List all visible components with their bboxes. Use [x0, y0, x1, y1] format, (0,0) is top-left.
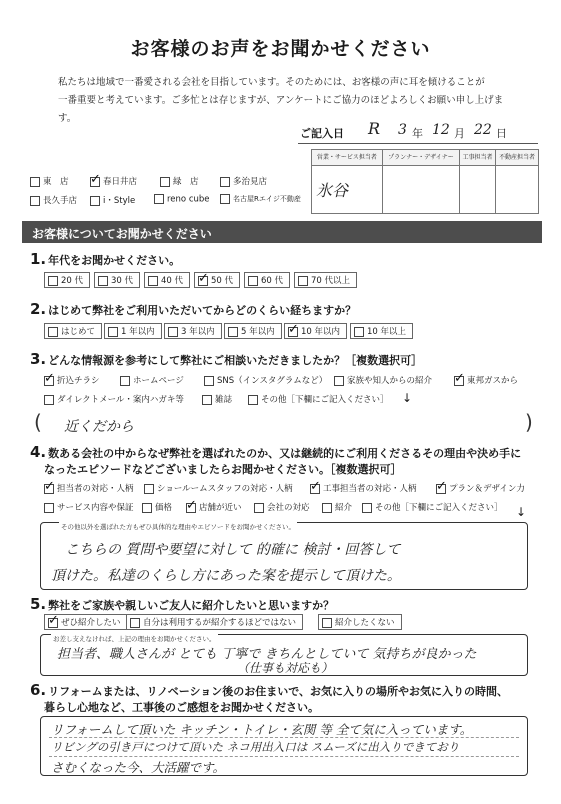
q2-option[interactable]: ✓ 10 年以内 [284, 323, 347, 339]
intro-line-1: 私たちは地域で一番愛される会社を目指しています。そのためには、お客様の声に耳を傾けることが [58, 77, 485, 88]
q4-option[interactable]: ✓ プラン＆デザイン力 [436, 482, 525, 494]
checkbox[interactable] [454, 376, 464, 386]
q4-answer-line-2: 頂けた。私達のくらし方にあった案を提示して頂けた。 [51, 568, 401, 584]
checkbox[interactable] [204, 376, 214, 386]
checkbox[interactable] [148, 276, 158, 286]
q3-options-row-2 [44, 393, 424, 407]
checkbox[interactable] [90, 196, 100, 206]
date-day: 22 [474, 122, 492, 138]
checkbox[interactable] [44, 484, 54, 494]
intro-text [58, 74, 518, 128]
checkbox[interactable] [220, 194, 230, 204]
staff-sales-name[interactable]: 氷谷 [312, 166, 383, 214]
checkbox[interactable] [334, 376, 344, 386]
q5-answer-box[interactable] [40, 634, 528, 676]
checkbox[interactable] [322, 503, 332, 513]
checkbox[interactable] [30, 196, 40, 206]
q3-option[interactable]: その他［下欄にご記入ください］ [248, 393, 389, 405]
checkbox[interactable] [108, 327, 118, 337]
staff-header-construction: 工事担当者 [460, 150, 496, 166]
date-month: 12 [432, 122, 450, 138]
q5-option[interactable]: 自分は利用するが紹介するほどではない [126, 614, 303, 630]
q2-options [44, 323, 424, 337]
q3-answer[interactable]: 近くだから [64, 419, 134, 435]
checkbox[interactable] [298, 276, 308, 286]
q4-option[interactable]: ✓ 店舗が近い [186, 501, 242, 513]
checkbox[interactable] [198, 276, 208, 286]
checkbox[interactable] [90, 177, 100, 187]
q3-option[interactable]: 雑誌 [202, 393, 232, 405]
q6-answer-line-3: さむくなった今、大活躍です。 [51, 760, 226, 775]
checkbox[interactable] [354, 327, 364, 337]
q2-option[interactable]: 1 年以内 [104, 323, 162, 339]
store-row-2 [30, 194, 310, 206]
staff-planner-cell[interactable] [382, 166, 459, 214]
q1-option[interactable]: 20 代 [44, 272, 90, 288]
q5-answer-line-2: （仕事も対応も） [237, 661, 334, 675]
checkbox[interactable] [228, 327, 238, 337]
q4-answer-line-1: こちらの 質問や要望に対して 的確に 検討・回答して [65, 542, 401, 558]
q2-title: 2. はじめて弊社をご利用いただいてからどのくらい経ちますか？ [30, 300, 357, 318]
store-option[interactable]: reno cube [154, 194, 210, 205]
checkbox[interactable] [186, 503, 196, 513]
date-field[interactable] [298, 119, 538, 144]
q2-option[interactable]: はじめて [44, 323, 102, 339]
arrow-down-icon: ↓ [516, 505, 527, 519]
page-title: お客様のお声をお聞かせください [130, 38, 431, 60]
q4-options-row-2 [44, 501, 534, 519]
checkbox[interactable] [44, 376, 54, 386]
dotted-line [49, 756, 519, 757]
q3-option[interactable]: ✓ 東邦ガスから [454, 374, 518, 386]
q2-option[interactable]: 10 年以上 [350, 323, 413, 339]
q2-option[interactable]: 3 年以内 [164, 323, 222, 339]
q5-option[interactable]: ✓ぜひ紹介したい [44, 614, 128, 630]
checkbox[interactable] [436, 484, 446, 494]
q6-title: 6. リフォームまたは、リノベーション後のお住まいで、お気に入りの場所やお気に入りの時間、 暮らし心地など、工事後のご感想をお聞かせください。 [30, 681, 509, 714]
section-header: お客様についてお聞かせください [22, 221, 542, 243]
checkbox[interactable] [168, 327, 178, 337]
store-option[interactable]: 東 店 [30, 175, 69, 187]
q5-answer-line-1: 担当者、職人さんが とても 丁寧で きちんとしていて 気持ちが良かった [57, 647, 477, 662]
store-option[interactable]: 緑 店 [160, 175, 199, 187]
checkbox[interactable] [44, 503, 54, 513]
checkbox[interactable] [310, 484, 320, 494]
q1-option[interactable]: 30 代 [94, 272, 140, 288]
q4-option[interactable]: ショールームスタッフの対応・人柄 [144, 482, 293, 494]
date-year: 3 [398, 122, 407, 138]
store-option[interactable]: 名古屋Rエイジ不動産 [220, 194, 301, 204]
q1-option[interactable]: ✓ 50 代 [194, 272, 240, 288]
checkbox[interactable] [144, 484, 154, 494]
bracket-right-icon: ) [525, 410, 533, 434]
staff-realestate-cell[interactable] [496, 166, 539, 214]
bracket-left-icon: ( [34, 410, 42, 434]
checkbox[interactable] [322, 618, 332, 628]
q5-note: お差し支えなければ、上記の理由をお聞かせください。 [53, 635, 216, 643]
q3-title: 3. どんな情報源を参考にして弊社にご相談いただきましたか？［複数選択可］ [30, 350, 423, 368]
staff-header-planner: プランナー・デザイナー [382, 150, 459, 166]
q3-options-row-1 [44, 374, 524, 388]
store-option[interactable]: i・Style [90, 194, 135, 206]
intro-line-2: 一番重要と考えています。ご多忙とは存じますが、アンケートにご協力のほどよろしくお願い申し上げます。 [58, 95, 504, 124]
q4-option[interactable]: 紹介 [322, 501, 352, 513]
checkbox[interactable] [130, 618, 140, 628]
checkbox[interactable] [220, 177, 230, 187]
q1-title: 1. 年代をお聞かせください。 [30, 250, 181, 268]
date-era: R [368, 119, 381, 138]
arrow-down-icon: ↓ [402, 391, 413, 405]
checkbox[interactable] [248, 395, 258, 405]
checkbox[interactable] [44, 395, 54, 405]
q4-option[interactable]: サービス内容や保証 [44, 501, 134, 513]
q1-options [44, 272, 364, 286]
q1-option[interactable]: 70 代以上 [294, 272, 357, 288]
q5-options [44, 614, 444, 628]
checkbox[interactable] [120, 376, 130, 386]
checkbox[interactable] [48, 327, 58, 337]
q4-option[interactable]: 価格 [142, 501, 172, 513]
staff-header-sales: 営業・サービス担当者 [312, 150, 383, 166]
q4-title: 4. 数ある会社の中からなぜ弊社を選ばれたのか、又は継続的にご利用くださるその理由や決め手に なったエピソードなどございましたらお聞かせください。［複数選択可］ [30, 443, 522, 476]
q5-title: 5. 弊社をご家族や親しいご友人に紹介したいと思いますか？ [30, 595, 335, 613]
checkbox[interactable] [248, 276, 258, 286]
q3-option[interactable]: ダイレクトメール・案内ハガキ等 [44, 393, 184, 405]
staff-table [311, 149, 539, 214]
date-day-unit: 日 [496, 127, 507, 140]
checkbox[interactable] [154, 194, 164, 204]
checkbox[interactable] [202, 395, 212, 405]
q3-option[interactable]: ✓折込チラシ [44, 374, 100, 386]
q1-option[interactable]: 40 代 [144, 272, 190, 288]
checkbox[interactable] [288, 327, 298, 337]
staff-header-realestate: 不動産担当者 [496, 150, 539, 166]
date-label: ご記入日 [300, 127, 344, 140]
q4-answer-box[interactable] [40, 522, 528, 590]
q3-option[interactable]: 家族や知人からの紹介 [334, 374, 432, 386]
checkbox[interactable] [254, 503, 264, 513]
checkbox[interactable] [48, 618, 58, 628]
q4-option[interactable]: ✓担当者の対応・人柄 [44, 482, 134, 494]
q4-option[interactable]: ✓ 工事担当者の対応・人柄 [310, 482, 417, 494]
q2-option[interactable]: 5 年以内 [224, 323, 282, 339]
q1-option[interactable]: 60 代 [244, 272, 290, 288]
checkbox[interactable] [362, 503, 372, 513]
date-month-unit: 月 [454, 127, 465, 140]
store-option[interactable]: 長久手店 [30, 194, 77, 206]
date-year-unit: 年 [412, 127, 423, 140]
checkbox[interactable] [30, 177, 40, 187]
store-row-1 [30, 175, 310, 187]
q5-option[interactable]: 紹介したくない [318, 614, 402, 630]
q3-option[interactable]: ホームページ [120, 374, 184, 386]
q6-answer-line-1: リフォームして頂いた キッチン・トイレ・玄関 等 全て気に入っています。 [51, 722, 473, 737]
q6-answer-box[interactable] [40, 716, 528, 776]
staff-construction-cell[interactable] [460, 166, 496, 214]
checkbox[interactable] [142, 503, 152, 513]
q4-options-row-1 [44, 482, 534, 496]
store-option[interactable]: ✓ 春日井店 [90, 175, 137, 187]
q4-note: その他以外を選ばれた方もぜひ具体的な理由やエピソードをお聞かせください。 [61, 523, 295, 531]
checkbox[interactable] [98, 276, 108, 286]
q4-option[interactable]: その他［下欄にご記入ください］ [362, 501, 503, 513]
store-option[interactable]: 多治見店 [220, 175, 267, 187]
q6-answer-line-2: リビングの引き戸につけて頂いた ネコ用出入口は スムーズに出入りできており [51, 740, 460, 754]
checkbox[interactable] [160, 177, 170, 187]
q4-option[interactable]: 会社の対応 [254, 501, 310, 513]
checkbox[interactable] [48, 276, 58, 286]
q3-option[interactable]: SNS（インスタグラムなど） [204, 374, 327, 386]
